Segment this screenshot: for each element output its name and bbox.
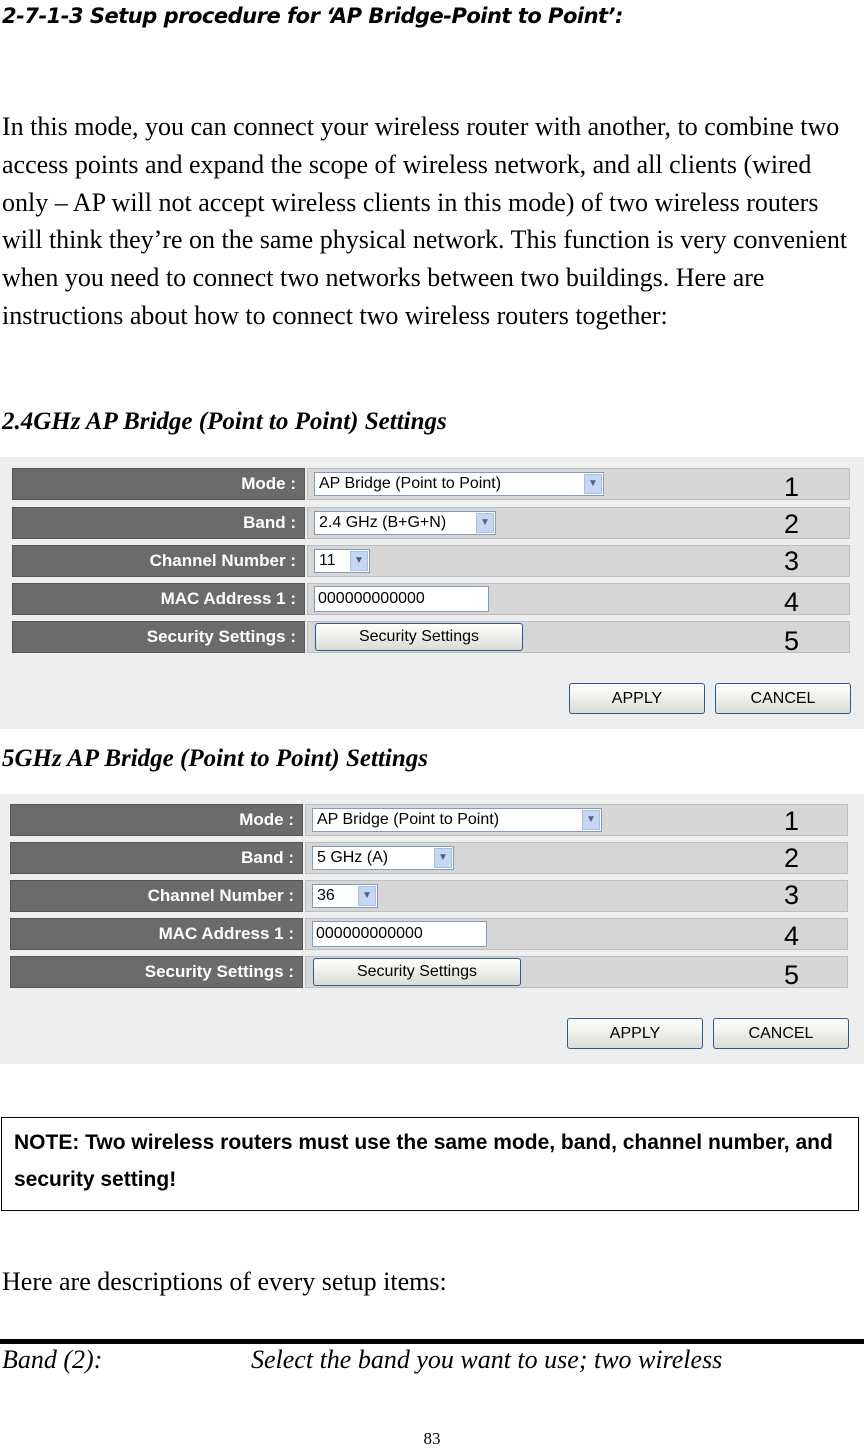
callout-2: 2 [784,843,800,873]
chevron-down-icon: ▼ [358,886,376,906]
mode-row [10,804,848,836]
mode-label: Mode : [12,468,305,500]
chevron-down-icon: ▼ [582,810,600,830]
callout-4: 4 [784,587,800,617]
security-row [10,956,848,988]
band-label: Band : [12,507,305,539]
chevron-down-icon: ▼ [434,848,452,868]
settings-panel-5ghz [0,794,864,1064]
security-settings-button[interactable]: Security Settings [313,958,521,986]
apply-button[interactable]: APPLY [569,683,705,714]
callout-5: 5 [784,626,800,656]
note-box: NOTE: Two wireless routers must use the same mode, band, channel number, and security setting! [1,1117,859,1211]
channel-label: Channel Number : [12,545,305,577]
mac-label: MAC Address 1 : [10,918,303,950]
settings-panel-24ghz [0,457,864,729]
band-select[interactable]: 2.4 GHz (B+G+N) ▼ [314,511,496,535]
apply-button[interactable]: APPLY [567,1018,703,1049]
security-row [12,621,850,653]
section-heading: 2-7-1-3 Setup procedure for ‘AP Bridge-Point to Point’: [2,4,623,28]
table-rule [0,1339,864,1344]
band-label: Band : [10,842,303,874]
callout-3: 3 [784,880,800,910]
callout-1: 1 [784,472,800,502]
cancel-button[interactable]: CANCEL [715,683,851,714]
channel-select[interactable]: 36 ▼ [312,884,378,908]
descriptions-lead: Here are descriptions of every setup items: [2,1267,447,1296]
band-item-description: Select the band you want to use; two wireless [251,1345,723,1374]
security-label: Security Settings : [12,621,305,653]
callout-4: 4 [784,921,800,951]
mode-row [12,468,850,500]
chevron-down-icon: ▼ [476,513,494,533]
mode-select[interactable]: AP Bridge (Point to Point) ▼ [312,808,602,832]
channel-row [10,880,848,912]
callout-3: 3 [784,546,800,576]
mode-label: Mode : [10,804,303,836]
mac-row [10,918,848,950]
mac-address-input[interactable]: 000000000000 [314,586,489,612]
channel-row [12,545,850,577]
mac-row [12,583,850,615]
band-select[interactable]: 5 GHz (A) ▼ [312,846,454,870]
panel-24-title: 2.4GHz AP Bridge (Point to Point) Settings [2,408,447,435]
security-label: Security Settings : [10,956,303,988]
chevron-down-icon: ▼ [350,551,368,571]
callout-5: 5 [784,960,800,990]
band-row [10,842,848,874]
callout-1: 1 [784,806,800,836]
security-settings-button[interactable]: Security Settings [315,623,523,651]
callout-2: 2 [784,509,800,539]
mac-label: MAC Address 1 : [12,583,305,615]
mac-address-input[interactable]: 000000000000 [312,921,487,947]
cancel-button[interactable]: CANCEL [713,1018,849,1049]
panel-5-title: 5GHz AP Bridge (Point to Point) Settings [2,745,428,772]
chevron-down-icon: ▼ [584,474,602,494]
intro-paragraph: In this mode, you can connect your wireless router with another, to combine two access points and expand the scope of wireless network, and all clients (wired only – AP will not accept wireless clients in this mode) of two wireless routers will think they’re on the same physical network. This function is very convenient when you need to connect two networks between two buildings. Here are instructions about how to connect two wireless routers together: [2,112,848,330]
band-item-term: Band (2): [2,1345,103,1374]
mode-select[interactable]: AP Bridge (Point to Point) ▼ [314,472,604,496]
band-row [12,507,850,539]
page-number: 83 [423,1429,441,1448]
channel-label: Channel Number : [10,880,303,912]
channel-select[interactable]: 11 ▼ [314,549,370,573]
